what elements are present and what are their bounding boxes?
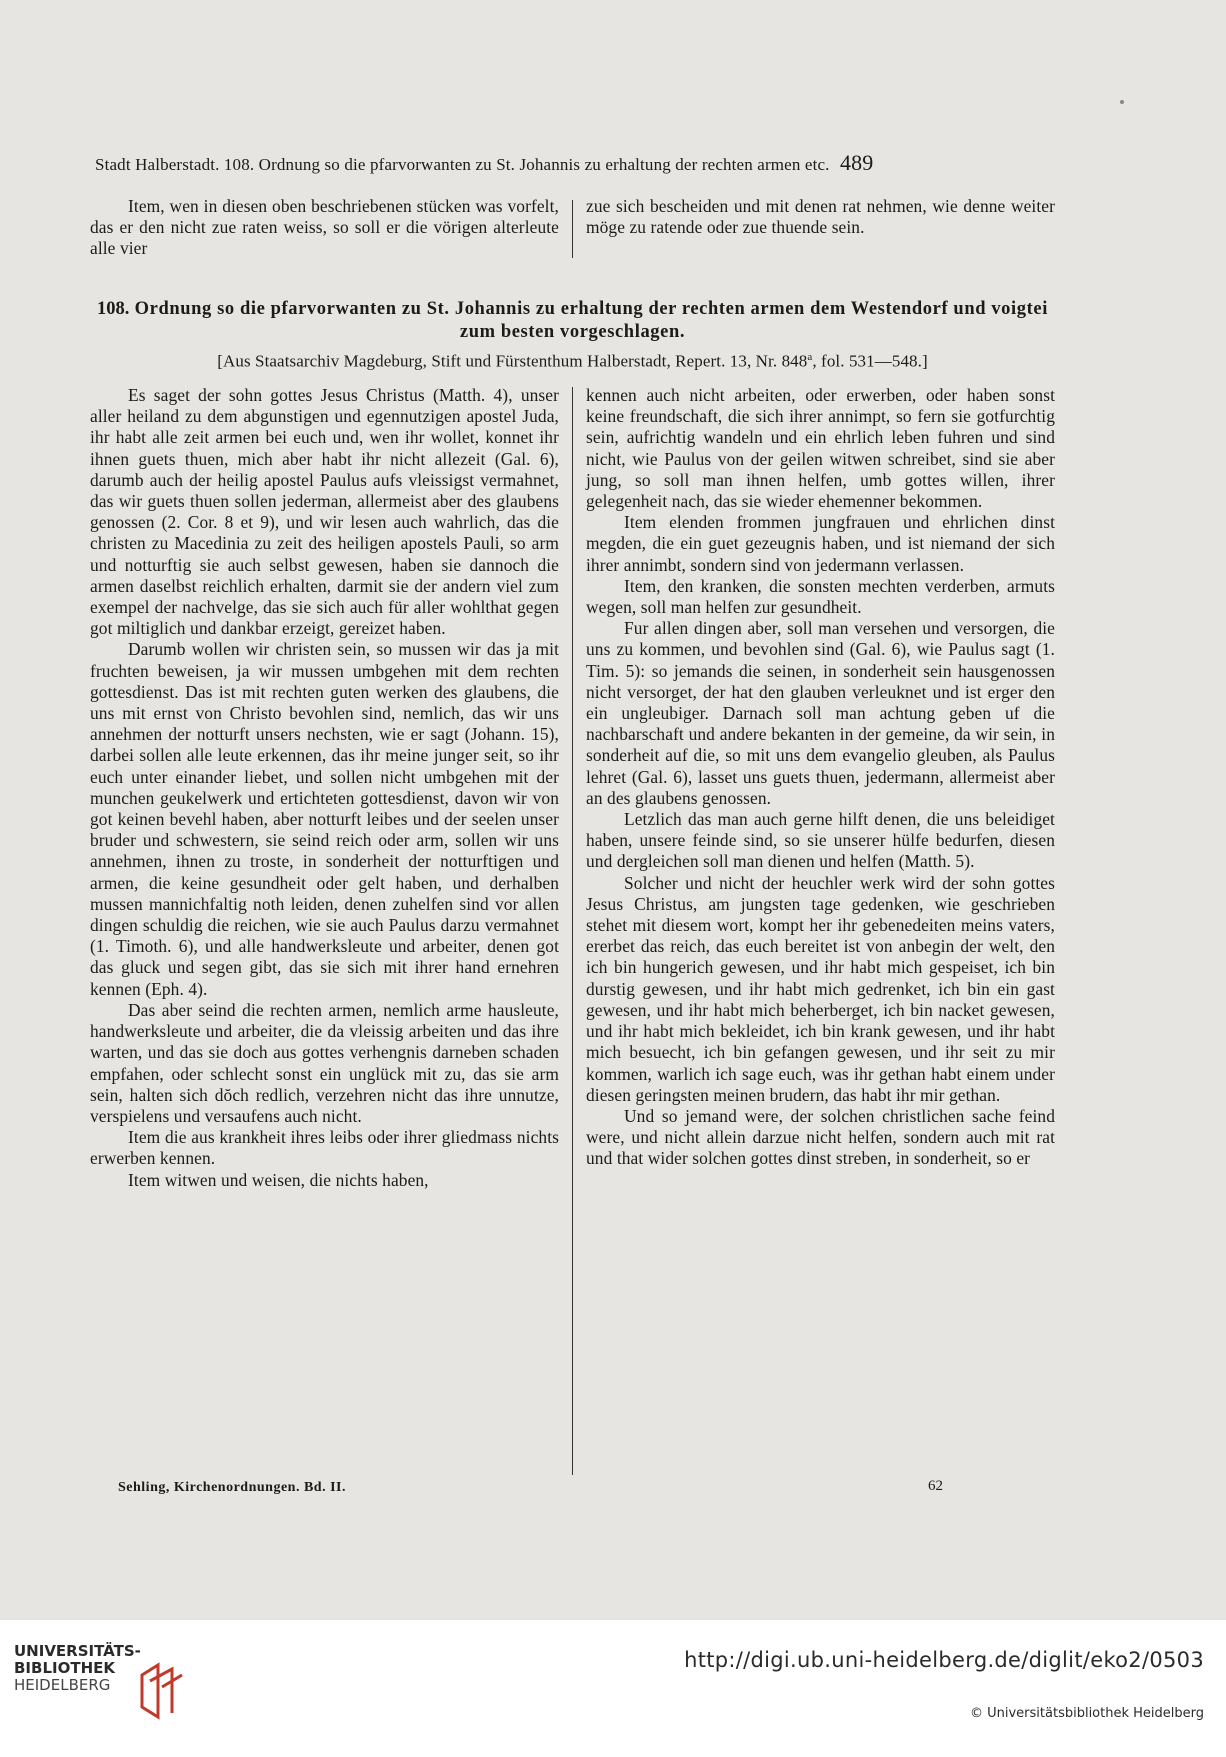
section-title: Ordnung so die pfarvorwanten zu St. Johannis zu erhaltung der rechten armen dem Westendorf und voigtei zum besten vorgeschlagen. (134, 299, 1048, 342)
paragraph: Item, den kranken, die sonsten mechten verderben, armuts wegen, soll man helfen zur gesundheit. (586, 575, 1055, 618)
copyright-notice: © Universitätsbibliothek Heidelberg (969, 1706, 1204, 1721)
paragraph: Und so jemand were, der solchen christlichen sache feind were, und nicht allein darzue nicht helfen, sondern auch mit rat und that wider solchen gottes dinst streben, in sonderheit, so er (586, 1105, 1055, 1169)
paragraph: Darumb wollen wir christen sein, so mussen wir das ja mit fruchten beweisen, ja wir mussen umbgehen mit dem rechten gottesdienst. Das ist mit rechten guten werken des glaubens, die uns mit ernst von Christo bevohlen sind, nemlich, das wir uns annehmen der notturft unsers nechsten, wie er sagt (Johann. 15), darbei sollen alle leute erkennen, das ihr meine junger seit, so ihr euch unter einander liebet, und sollen nicht umbgehen mit der munchen geukelwerk und ertichteten gottesdienst, davon wir von got keinen bevehl haben, aber notturft leibes und der seelen unser bruder und schwestern, sie seind reich oder arm, sollen wir uns annehmen, ihnen zu troste, in sonderheit der notturftigen und armen, die keine gesundheit oder gelt haben, und derhalben mussen mannichfaltig noth leiden, denen zuhelfen sind vor allen dingen schuldig die reichen, wie sie auch Paulus darzu vermahnet (1. Timoth. 6), und alle handwerksleute und arbeiter, denen got das gluck und segen gibt, das sie sich mit ihrer hand ernehren kennen (Eph. 4). (90, 639, 559, 999)
source-note (90, 351, 1055, 372)
paragraph: Solcher und nicht der heuchler werk wird der sohn gottes Jesus Christus, am jungsten tage gedenken, wie geschrieben stehet mit diesem wort, kompt her ihr gebenedeiten meins vaters, ererbet das reich, das euch bereitet ist von anbegin der welt, den ich bin hungerich gewesen, und ihr habt mich gespeiset, ich bin durstig gewesen, und ihr habt mich gedrenket, ich bin ein gast gewesen, und ihr habt mich beherberget, ich bin nacket gewesen, und ihr habt mich bekleidet, ich bin krank gewesen, und ihr habt mich besuecht, ich bin gefangen gewesen, und ihr seit zu mir kommen, warlich ich sage euch, was ihr gethan habt einem under diesen geringsten meinen brudern, das habt ihr mir gethan. (586, 872, 1055, 1105)
page-number: 489 (840, 150, 874, 175)
left-column (90, 385, 559, 1191)
main-text (90, 385, 1055, 1485)
paragraph: Item witwen und weisen, die nichts haben, (128, 1169, 429, 1190)
library-logo[interactable] (14, 1643, 224, 1713)
section-heading (90, 298, 1055, 344)
permalink-url[interactable]: http://digi.ub.uni-heidelberg.de/diglit/eko2/0503 (684, 1648, 1204, 1672)
logo-line-2: BIBLIOTHEK (14, 1659, 115, 1677)
library-emblem-icon (138, 1661, 186, 1721)
paragraph: Es saget der sohn gottes Jesus Christus (Matth. 4), unser aller heiland zu dem abgunstigen und egennutzigen apostel Juda, ihr habt alle zeit armen bei euch und, wen ihr wollet, konnet ihr ihnen guets thuen, mich aber habt ihr nicht allezeit (Gal. 6), darumb auch der heilig apostel Paulus aufs vleissigst vermahnet, das wir guets thuen sollen jederman, allermeist aber des glaubens genossen (2. Cor. 8 et 9), und wir lesen auch wahrlich, das die christen zu Macedinia zu zeit des heiligen apostels Pauli, so arm und notturftig sie auch selbst gewesen, haben sie dannoch die armen daselbst reichlich erhalten, darmit sie der andern viel zum exempel der nachvelge, das sie sich auch für aller wohlthat gegen got miltiglich und dankbar erzeigt, gereizet haben. (90, 385, 559, 639)
column-divider (572, 200, 573, 258)
running-head-text: Stadt Halberstadt. 108. Ordnung so die pfarvorwanten zu St. Johannis zu erhaltung der rechten armen etc. (95, 155, 830, 174)
paragraph: Das aber seind die rechten armen, nemlich arme hausleute, handwerksleute und arbeiter, die da vleissig arbeiten und das ihre warten, und das sie doch aus gottes verhengnis darneben schaden empfahen, oder schlecht sonst ein unglück mit zu, das sie arm sein, halten sich dŏch redlich, verzehren nicht das ihre unnutze, verspielens und versaufens auch nicht. (90, 999, 559, 1126)
top-right-column (586, 196, 1055, 238)
paragraph: Letzlich das man auch gerne hilft denen, die uns beleidiget haben, unsere feinde sind, so sie unserer hülfe bedurfen, diesen und dergleichen soll man dienen und helfen (Matth. 5). (586, 809, 1055, 872)
logo-line-1: UNIVERSITÄTS- (14, 1642, 141, 1660)
scan-speck (1120, 100, 1124, 104)
top-left-column (90, 196, 559, 260)
paragraph: Item die aus krankheit ihres leibs oder ihrer gliedmass nichts erwerben kennen. (90, 1127, 559, 1169)
column-divider (572, 387, 573, 1475)
source-sup: a (807, 351, 813, 363)
top-continuation (90, 196, 1055, 266)
section-number: 108. (97, 299, 130, 319)
source-post: , fol. 531—548.] (812, 351, 928, 371)
running-head (95, 150, 1065, 176)
paragraph: Fur allen dingen aber, soll man versehen und versorgen, die uns zu kommen, und bevohlen sind (Gal. 6), wie Paulus sagt (1. Tim. 5): so jemands die seinen, in sonderheit sein hausgenossen nicht versorget, der hat den glauben verleuknet und ist erger den ein ungleubiger. Darnach soll man achtung geben uf die nachbarschaft und andere bekanten in der gemeine, da wir sein, in sonderheit auf die, so mit uns dem evangelio gleuben, als Paulus lehret (Gal. 6), lasset uns guets thuen, jedermann, allermeist aber an des glaubens genossen. (586, 618, 1055, 808)
right-column (586, 385, 1055, 1170)
logo-line-3: HEIDELBERG (14, 1676, 111, 1694)
book-signature: Sehling, Kirchenordnungen. Bd. II. (118, 1480, 346, 1495)
paragraph: kennen auch nicht arbeiten, oder erwerben, oder haben sonst keine freundschaft, die sich ihrer annimpt, so fern sie gotfurchtig sein, aufrichtig wandeln und ein ehrlich leben fuhren und sind nicht, wie Paulus von der geilen witwen schreibet, sind sie aber jung, so soll man ihnen helfen, umb gottes willen, ihrer gelegenheit nach, das sie wieder ehemenner bekommen. (586, 385, 1055, 512)
paragraph: Item, wen in diesen oben beschriebenen stücken was vorfelt, das er den nicht zue raten weiss, so soll er die vörigen alterleute alle vier (90, 196, 559, 259)
paragraph: zue sich bescheiden und mit denen rat nehmen, wie denne weiter möge zu ratende oder zue thuende sein. (586, 196, 1055, 238)
paragraph: Item elenden frommen jungfrauen und ehrlichen dinst megden, die ein guet gezeugnis haben, und ist niemand der sich ihrer annimbt, sondern sind von jedermann verlassen. (586, 512, 1055, 575)
source-pre: [Aus Staatsarchiv Magdeburg, Stift und Fürstenthum Halberstadt, Repert. 13, Nr. 848 (217, 351, 808, 371)
sheet-signature: 62 (928, 1478, 943, 1494)
library-bar (0, 1620, 1226, 1757)
